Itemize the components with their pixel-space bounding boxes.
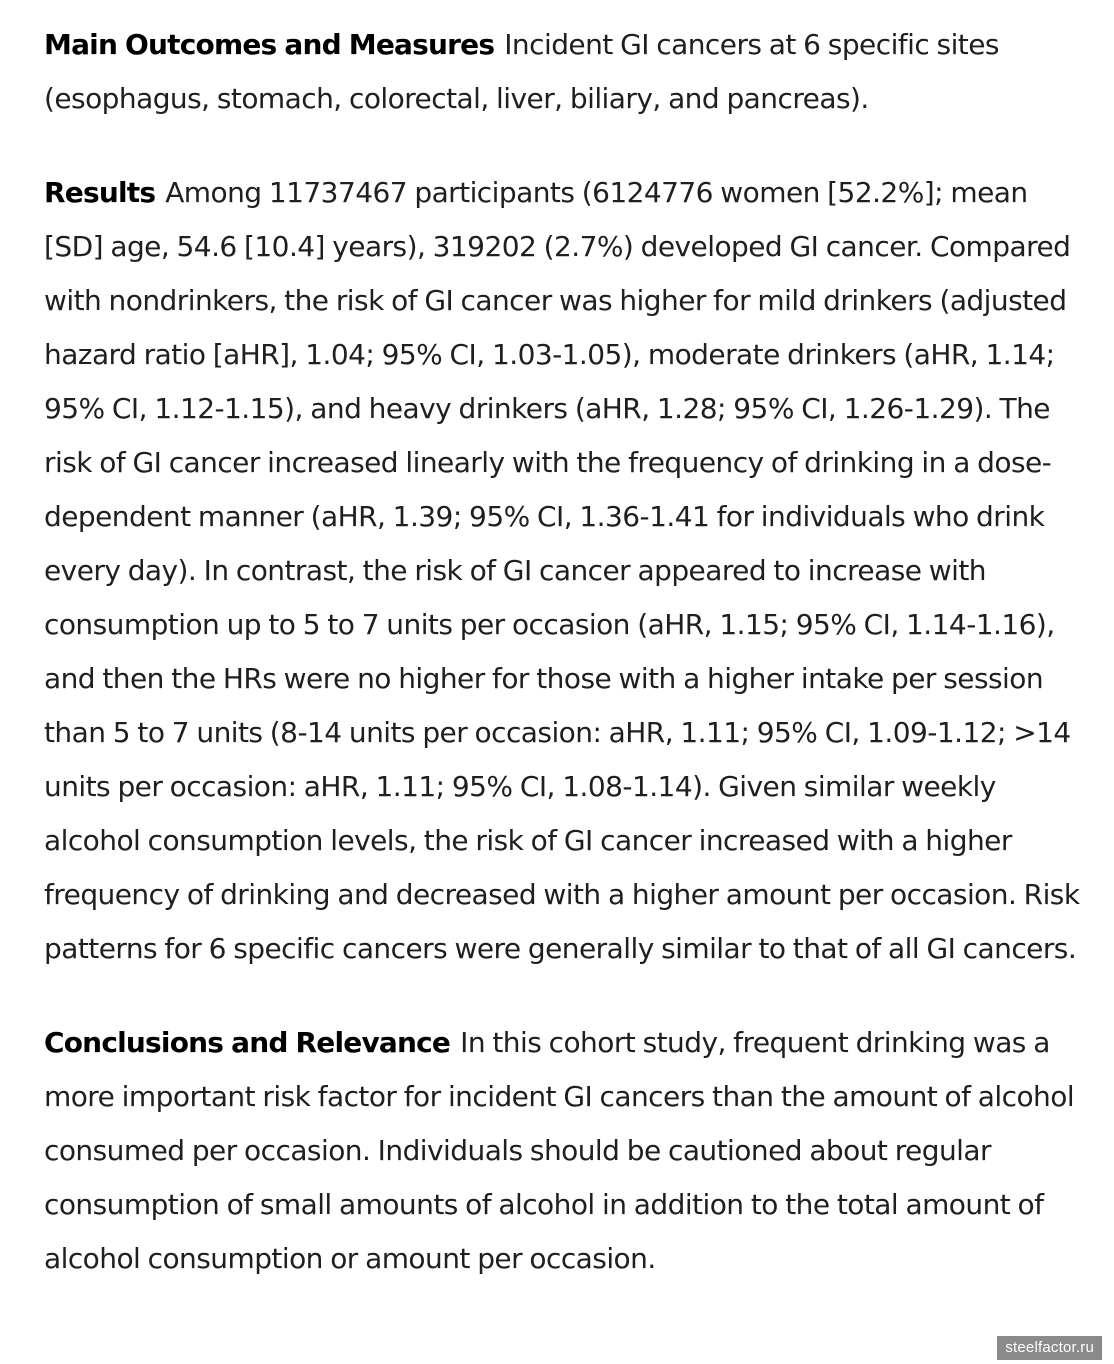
- section-heading: Results: [44, 176, 156, 209]
- section-main-outcomes: [44, 18, 1084, 126]
- watermark: steelfactor.ru: [997, 1336, 1102, 1360]
- section-body: Among 11737467 participants (6124776 women [52.2%]; mean [SD] age, 54.6 [10.4] years), 319202 (2.7%) developed GI cancer. Compared with nondrinkers, the risk of GI cancer was higher for mild drinkers (adjusted hazard ratio [aHR], 1.04; 95% CI, 1.03-1.05), moderate drinkers (aHR, 1.14; 95% CI, 1.12-1.15), and heavy drinkers (aHR, 1.28; 95% CI, 1.26-1.29). The risk of GI cancer increased linearly with the frequency of drinking in a dose-dependent manner (aHR, 1.39; 95% CI, 1.36-1.41 for individuals who drink every day). In contrast, the risk of GI cancer appeared to increase with consumption up to 5 to 7 units per occasion (aHR, 1.15; 95% CI, 1.14-1.16), and then the HRs were no higher for those with a higher intake per session than 5 to 7 units (8-14 units per occasion: aHR, 1.11; 95% CI, 1.09-1.12; >14 units per occasion: aHR, 1.11; 95% CI, 1.08-1.14). Given similar weekly alcohol consumption levels, the risk of GI cancer increased with a higher frequency of drinking and decreased with a higher amount per occasion. Risk patterns for 6 specific cancers were generally similar to that of all GI cancers.: [44, 176, 1080, 965]
- section-conclusions: [44, 1016, 1084, 1286]
- section-body: Incident GI cancers at 6 specific sites (esophagus, stomach, colorectal, liver, biliary, and pancreas).: [44, 28, 999, 115]
- section-heading: Main Outcomes and Measures: [44, 28, 495, 61]
- section-results: [44, 166, 1084, 976]
- section-paragraph: [44, 166, 1084, 976]
- section-body: In this cohort study, frequent drinking was a more important risk factor for incident GI cancers than the amount of alcohol consumed per occasion. Individuals should be cautioned about regular consumption of small amounts of alcohol in addition to the total amount of alcohol consumption or amount per occasion.: [44, 1026, 1075, 1275]
- section-heading: Conclusions and Relevance: [44, 1026, 451, 1059]
- section-paragraph: [44, 18, 1084, 126]
- abstract: [44, 18, 1084, 1326]
- section-paragraph: [44, 1016, 1084, 1286]
